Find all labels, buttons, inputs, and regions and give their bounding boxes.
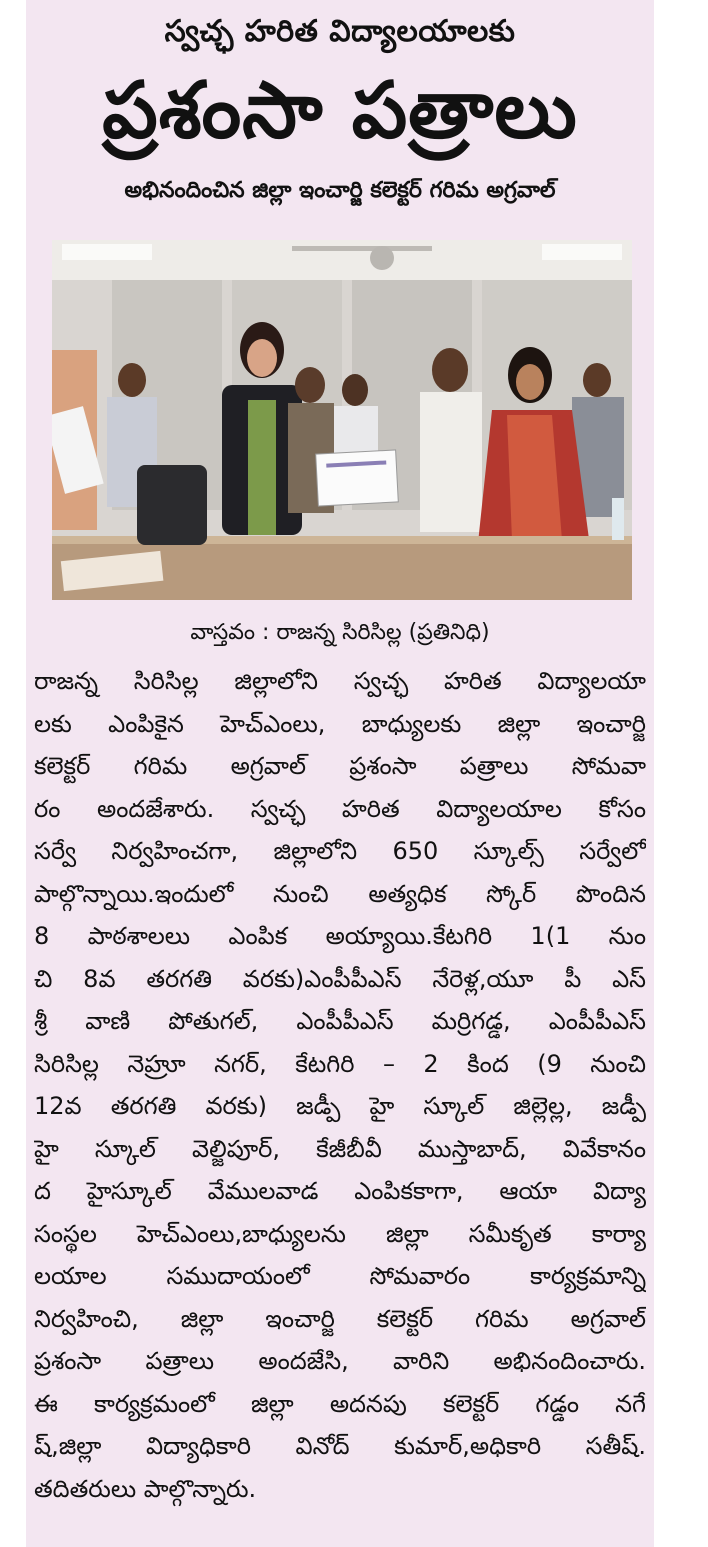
body-line: శ్రీ వాణి పోతుగల్, ఎంపీపీఎస్ మర్రిగడ్డ, ఎంపీపీఎస్ xyxy=(34,1007,646,1035)
article-kicker: స్వచ్ఛ హరిత విద్యాలయాలకు xyxy=(164,14,516,49)
event-photo xyxy=(52,240,632,600)
article-dateline: వాస్తవం : రాజన్న సిరిసిల్ల (ప్రతినిధి) xyxy=(190,620,490,645)
body-line: నిర్వహించి, జిల్లా ఇంచార్జి కలెక్టర్ గరిమ అగ్రవాల్ xyxy=(34,1304,646,1333)
body-line: ష్,జిల్లా విద్యాధికారి వినోద్ కుమార్,అధికారి సతీష్. xyxy=(34,1432,646,1460)
news-clipping xyxy=(26,0,654,1547)
body-line: లయాల సముదాయంలో సోమవారం కార్యక్రమాన్ని xyxy=(34,1262,646,1290)
body-line: 8 పాఠశాలలు ఎంపిక అయ్యాయి.కేటగిరి 1(1 నుం xyxy=(34,922,646,950)
body-line: 12వ తరగతి వరకు) జడ్పీ హై స్కూల్ జిల్లెల్ల, జడ్పీ xyxy=(34,1092,646,1120)
body-line: లకు ఎంపికైన హెచ్ఎంలు, బాధ్యులకు జిల్లా ఇంచార్జి xyxy=(34,709,646,738)
article-headline: ప్రశంసా పత్రాలు xyxy=(102,66,578,156)
body-line: హై స్కూల్ వెల్జిపూర్, కేజీబీవీ ముస్తాబాద్, వివేకానం xyxy=(34,1134,646,1163)
event-photo-illustration xyxy=(52,240,632,600)
body-line: రం అందజేశారు. స్వచ్ఛ హరిత విద్యాలయాల కోసం xyxy=(34,794,646,823)
body-line: ద హైస్కూల్ వేములవాడ ఎంపికకాగా, ఆయా విద్యా xyxy=(34,1177,646,1205)
body-line: రాజన్న సిరిసిల్ల జిల్లాలోని స్వచ్ఛ హరిత విద్యాలయా xyxy=(34,667,646,695)
article-body xyxy=(34,660,646,1510)
article-deck: అభినందించిన జిల్లా ఇంచార్జి కలెక్టర్ గరిమ అగ్రవాల్ xyxy=(124,178,556,203)
body-line: పాల్గొన్నాయి.ఇందులో నుంచి అత్యధిక స్కోర్ పొందిన xyxy=(34,879,646,908)
body-line: కలెక్టర్ గరిమ అగ్రవాల్ ప్రశంసా పత్రాలు సోమవా xyxy=(34,752,646,780)
body-line: సర్వే నిర్వహించగా, జిల్లాలోని 650 స్కూల్స్ సర్వేలో xyxy=(34,837,646,865)
body-line: ప్రశంసా పత్రాలు అందజేసి, వారిని అభినందించారు. xyxy=(34,1347,646,1375)
body-line: సంస్థల హెచ్ఎంలు,బాధ్యులను జిల్లా సమీకృత కార్యా xyxy=(34,1219,646,1248)
body-line: తదితరులు పాల్గొన్నారు. xyxy=(34,1474,257,1503)
body-line: సిరిసిల్ల నెహ్రూ నగర్, కేటగిరి – 2 కింద (9 నుంచి xyxy=(34,1049,646,1078)
body-line: ఈ కార్యక్రమంలో జిల్లా అదనపు కలెక్టర్ గడ్డం నగే xyxy=(34,1389,646,1418)
body-line: చి 8వ తరగతి వరకు)ఎంపీపీఎస్ నేరెళ్ల,యూ పీ ఎస్ xyxy=(34,964,646,993)
